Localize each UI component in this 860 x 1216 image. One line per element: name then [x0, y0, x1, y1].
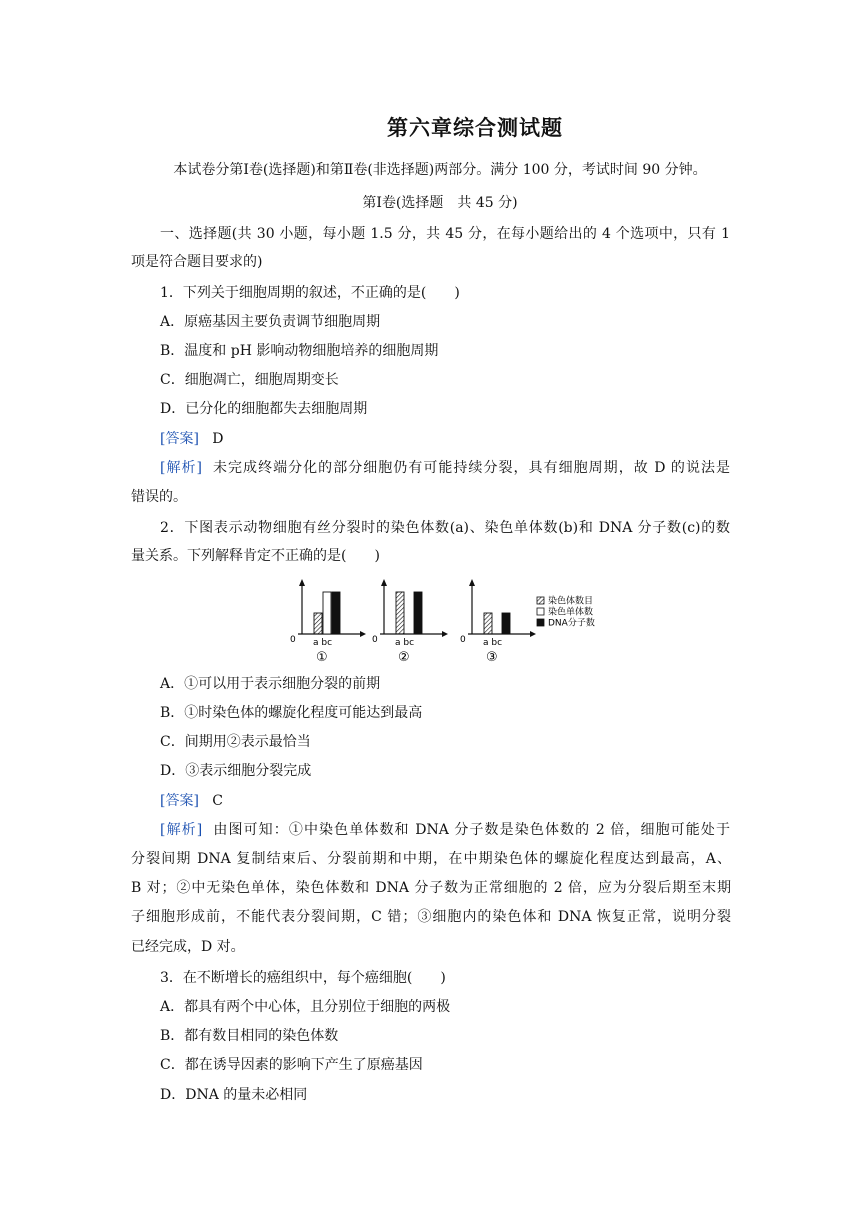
bar-a [396, 592, 404, 634]
legend-swatch-b [537, 608, 544, 615]
legend-swatch-c [537, 619, 544, 626]
q3-option-a: A．都具有两个中心体，且分别位于细胞的两极 [160, 999, 451, 1015]
analysis-text: 未完成终端分化的部分细胞仍有可能持续分裂，具有细胞周期，故 D 的说法是 [212, 460, 731, 476]
q2-stem-cont: 量关系。下列解释肯定不正确的是( ) [131, 548, 380, 564]
bar-c [502, 613, 510, 634]
q2-analysis-cont-3: 子细胞形成前，不能代表分裂间期，C 错；③细胞内的染色体和 DNA 恢复正常，说明分裂 [131, 909, 731, 925]
q1-option-b: B．温度和 pH 影响动物细胞培养的细胞周期 [160, 343, 439, 359]
legend-label-a: 染色体数目 [548, 596, 594, 607]
origin-label: 0 [372, 635, 378, 645]
q3-stem: 3．在不断增长的癌组织中，每个癌细胞( ) [160, 970, 446, 986]
x-axis-arrow [442, 631, 448, 637]
y-axis-arrow [469, 579, 475, 586]
origin-label: 0 [460, 635, 466, 645]
q2-option-a: A．①可以用于表示细胞分裂的前期 [160, 676, 381, 692]
answer-label: [答案] [160, 793, 199, 809]
part1-heading: 第Ⅰ卷(选择题 共 45 分) [362, 195, 518, 211]
q2-option-c: C．间期用②表示最恰当 [160, 734, 311, 750]
page-title: 第六章综合测试题 [387, 116, 563, 140]
answer-value: D [212, 431, 224, 447]
q2-analysis-cont-1: 分裂间期 DNA 复制结束后、分裂前期和中期，在中期染色体的螺旋化程度达到最高，A、 [131, 851, 731, 867]
panel-label: ① [316, 650, 328, 664]
answer-label: [答案] [160, 431, 199, 447]
q2-option-d: D．③表示细胞分裂完成 [160, 763, 312, 779]
chart-panel-1 [290, 579, 366, 664]
q3-option-c: C．都在诱导因素的影响下产生了原癌基因 [160, 1057, 423, 1073]
q1-analysis-cont: 错误的。 [131, 489, 187, 505]
bar-a [484, 613, 492, 634]
q1-option-c: C．细胞凋亡，细胞周期变长 [160, 372, 339, 388]
bar-b [323, 592, 331, 634]
legend-label-b: 染色单体数 [548, 607, 594, 618]
q1-analysis [160, 458, 730, 478]
q1-answer [160, 429, 224, 449]
chromosome-bar-chart [280, 578, 620, 664]
intro-text: 本试卷分第Ⅰ卷(选择题)和第Ⅱ卷(非选择题)两部分。满分 100 分，考试时间 90 分钟。 [173, 162, 707, 178]
legend-swatch-a [537, 597, 544, 604]
q1-option-d: D．已分化的细胞都失去细胞周期 [160, 401, 368, 417]
x-axis-arrow [530, 631, 536, 637]
section-heading-cont: 项是符合题目要求的) [131, 254, 263, 270]
q1-option-a: A．原癌基因主要负责调节细胞周期 [160, 314, 381, 330]
x-axis-arrow [360, 631, 366, 637]
analysis-label: [解析] [160, 460, 203, 476]
chart-panel-3 [460, 579, 536, 664]
y-axis-arrow [299, 579, 305, 586]
y-axis-arrow [381, 579, 387, 586]
q1-stem: 1．下列关于细胞周期的叙述，不正确的是( ) [160, 285, 460, 301]
panel-label: ③ [486, 650, 498, 664]
q2-option-b: B．①时染色体的螺旋化程度可能达到最高 [160, 705, 423, 721]
analysis-label: [解析] [160, 822, 203, 838]
q3-option-b: B．都有数目相同的染色体数 [160, 1028, 339, 1044]
bar-c [414, 592, 422, 634]
answer-value: C [212, 793, 224, 809]
category-label: a bc [483, 638, 503, 648]
q2-stem: 2．下图表示动物细胞有丝分裂时的染色体数(a)、染色单体数(b)和 DNA 分子数(c)的数 [160, 520, 730, 536]
panel-label: ② [398, 650, 410, 664]
bar-c [332, 592, 340, 634]
q3-option-d: D．DNA 的量未必相同 [160, 1087, 308, 1103]
analysis-text: 由图可知：①中染色单体数和 DNA 分子数是染色体数的 2 倍，细胞可能处于 [213, 822, 730, 838]
origin-label: 0 [290, 635, 296, 645]
section-heading: 一、选择题(共 30 小题，每小题 1.5 分，共 45 分，在每小题给出的 4 个选项中，只有 1 [160, 226, 730, 242]
q2-analysis [160, 820, 730, 840]
q2-answer [160, 791, 223, 811]
chart-legend [537, 595, 595, 629]
q2-analysis-cont-4: 已经完成，D 对。 [131, 939, 245, 955]
bar-a [314, 613, 322, 634]
legend-label-c: DNA分子数 [548, 618, 595, 629]
category-label: a bc [395, 638, 415, 648]
q2-analysis-cont-2: B 对；②中无染色单体，染色体数和 DNA 分子数为正常细胞的 2 倍，应为分裂后期至末期 [131, 880, 731, 896]
chart-panel-2 [372, 579, 448, 664]
category-label: a bc [313, 638, 333, 648]
